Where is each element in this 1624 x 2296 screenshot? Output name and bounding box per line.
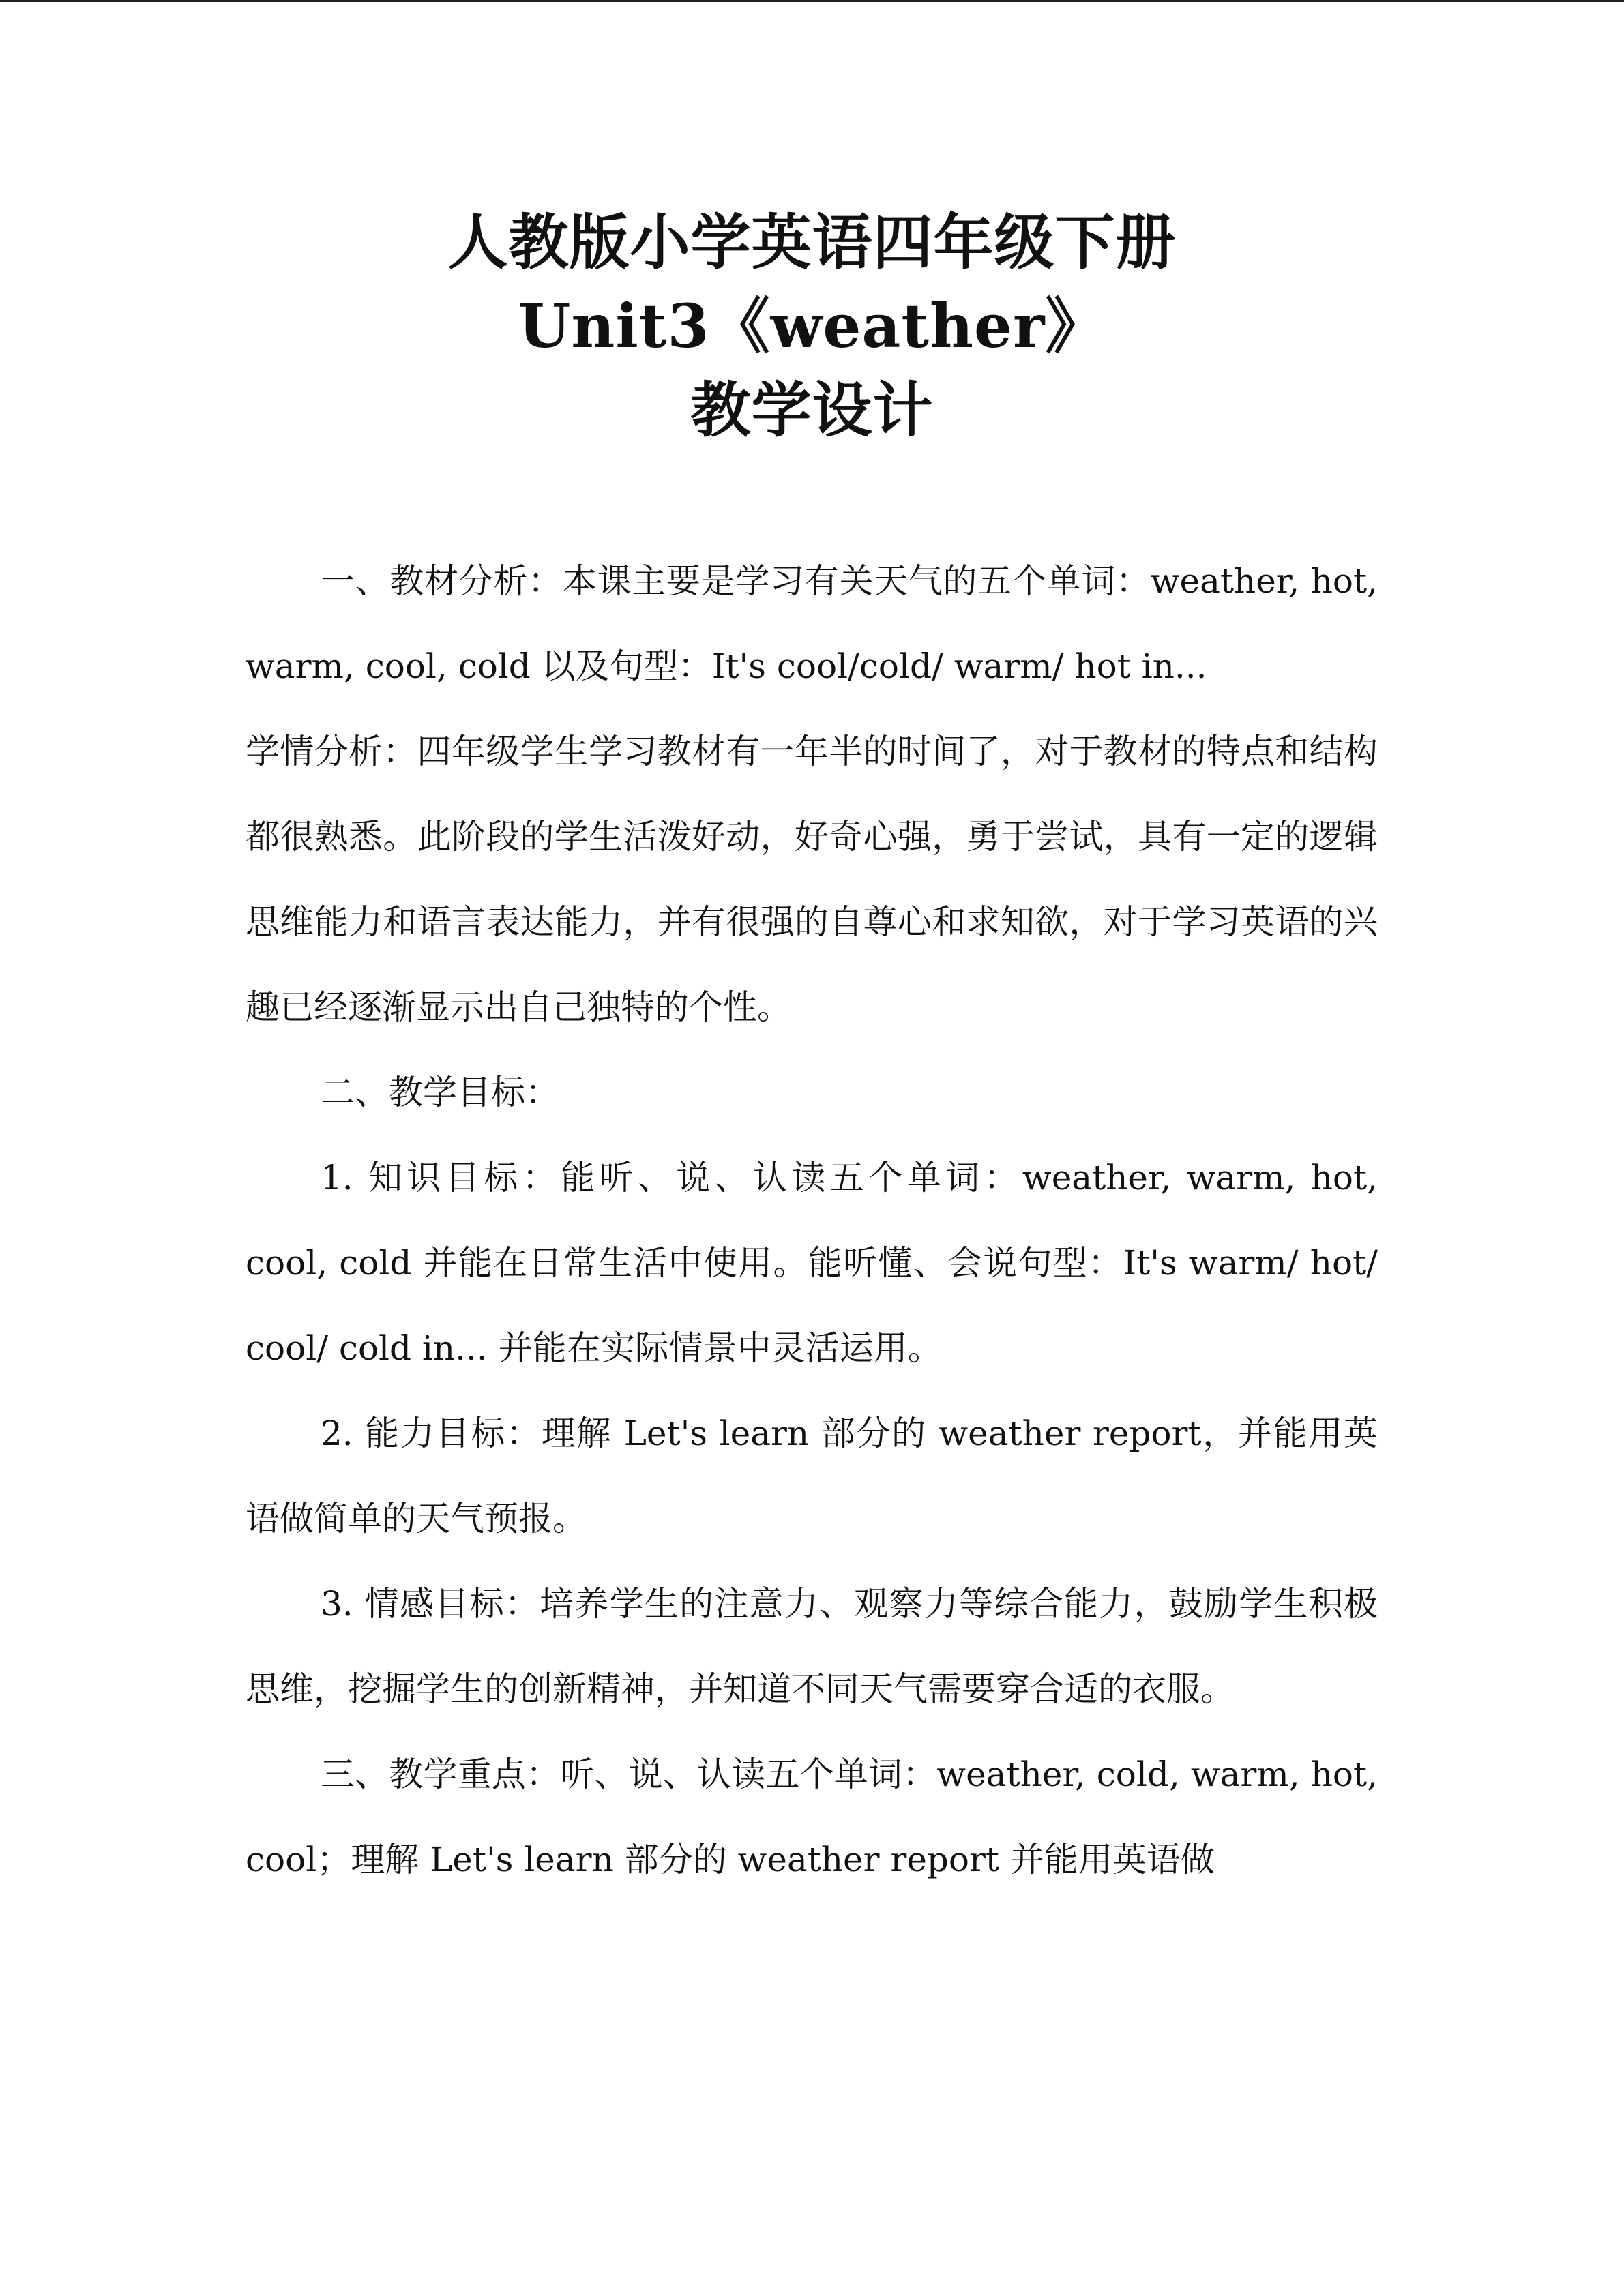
paragraph-teaching-goals-heading: 二、教学目标： (321, 1073, 559, 1112)
document-title-line-2: Unit3《weather》 (518, 290, 1106, 361)
document-title-line-1: 人教版小学英语四年级下册 (447, 207, 1177, 278)
paragraph-student-analysis: 学情分析：四年级学生学习教材有一年半的时间了，对于教材的特点和结构都很熟悉。此阶段的学生活泼好动，好奇心强，勇于尝试，具有一定的逻辑思维能力和语言表达能力，并有很强的自尊心和求知欲，对于学习英语的兴趣已经逐渐显示出自己独特的个性。 (246, 732, 1378, 1027)
document-body (246, 539, 1378, 1903)
paragraph-knowledge-goal: 1. 知识目标：能听、说、认读五个单词：weather, warm, hot, cool, cold 并能在日常生活中使用。能听懂、会说句型：It's warm/ hot/ cool/ cold in... 并能在实际情景中灵活运用。 (246, 1158, 1378, 1368)
paragraph-material-analysis: 一、教材分析：本课主要是学习有关天气的五个单词：weather, hot, warm, cool, cold 以及句型：It's cool/cold/ warm/ hot in... (246, 561, 1378, 686)
document-title-line-3: 教学设计 (690, 374, 934, 445)
paragraph-emotional-goal: 3. 情感目标：培养学生的注意力、观察力等综合能力，鼓励学生积极思维，挖掘学生的创新精神，并知道不同天气需要穿合适的衣服。 (246, 1584, 1378, 1709)
paragraph-teaching-focus: 三、教学重点：听、说、认读五个单词：weather, cold, warm, hot, cool；理解 Let's learn 部分的 weather report 并能用英语做 (246, 1755, 1378, 1879)
paragraph-ability-goal: 2. 能力目标：理解 Let's learn 部分的 weather report，并能用英语做简单的天气预报。 (246, 1414, 1378, 1538)
